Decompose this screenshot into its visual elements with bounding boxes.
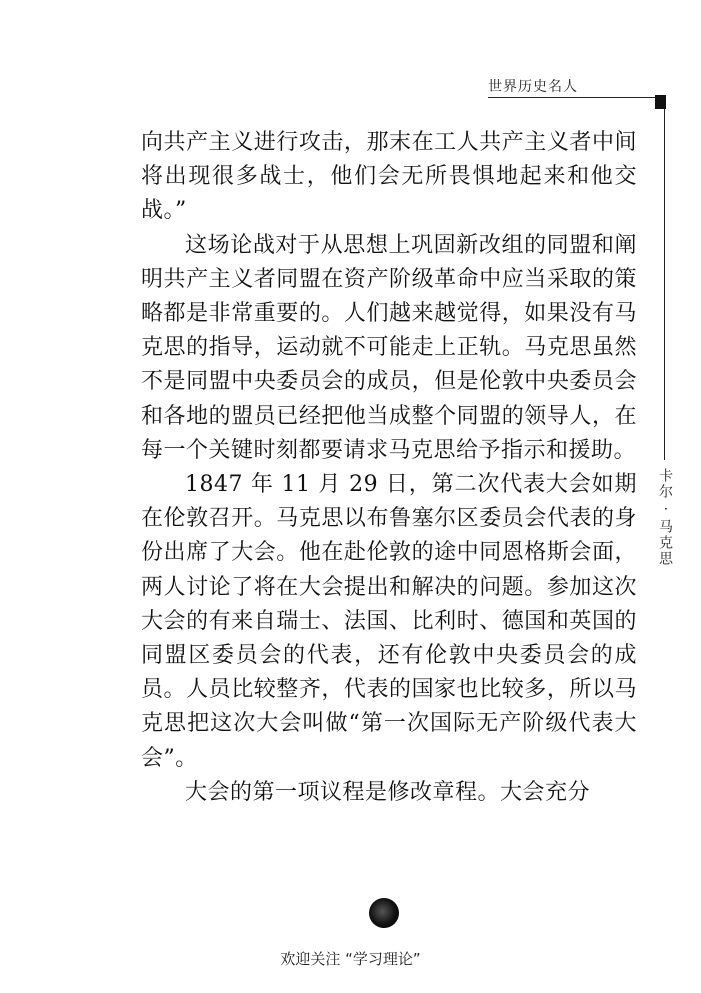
side-marker (655, 95, 666, 109)
body-text (141, 126, 637, 810)
paragraph: 1847 年 11 月 29 日，第二次代表大会如期在伦敦召开。马克思以布鲁塞尔区委员会代表的身份出席了大会。他在赴伦敦的途中同恩格斯会面，两人讨论了将在大会提出和解决的问题。参加这次大会的有来自瑞士、法国、比利时、德国和英国的同盟区委员会的代表，还有伦敦中央委员会的成员。人员比较整齐，代表的国家也比较多，所以马克思把这次大会叫做“第一次国际无产阶级代表大会”。 (141, 472, 637, 771)
paragraph: 向共产主义进行攻击，那末在工人共产主义者中间将出现很多战士，他们会无所畏惧地起来和他交战。” (141, 130, 637, 224)
footer-note: 欢迎关注 “学习理论” (280, 950, 421, 968)
side-title: 卡尔 · 马克思 (657, 468, 673, 568)
series-header: 世界历史名人 (488, 79, 578, 95)
paragraph: 这场论战对于从思想上巩固新改组的同盟和阐明共产主义者同盟在资产阶级革命中应当采取的策略都是非常重要的。人们越来越觉得，如果没有马克思的指导，运动就不可能走上正轨。马克思虽然不是同盟中央委员会的成员，但是伦敦中央委员会和各地的盟员已经把他当成整个同盟的领导人，在每一个关键时刻都要请求马克思给予指示和援助。 (141, 232, 637, 463)
side-rule (664, 108, 665, 460)
page-number-badge (369, 898, 399, 928)
header-rule (488, 97, 658, 98)
paragraph: 大会的第一项议程是修改章程。大会充分 (185, 779, 591, 805)
